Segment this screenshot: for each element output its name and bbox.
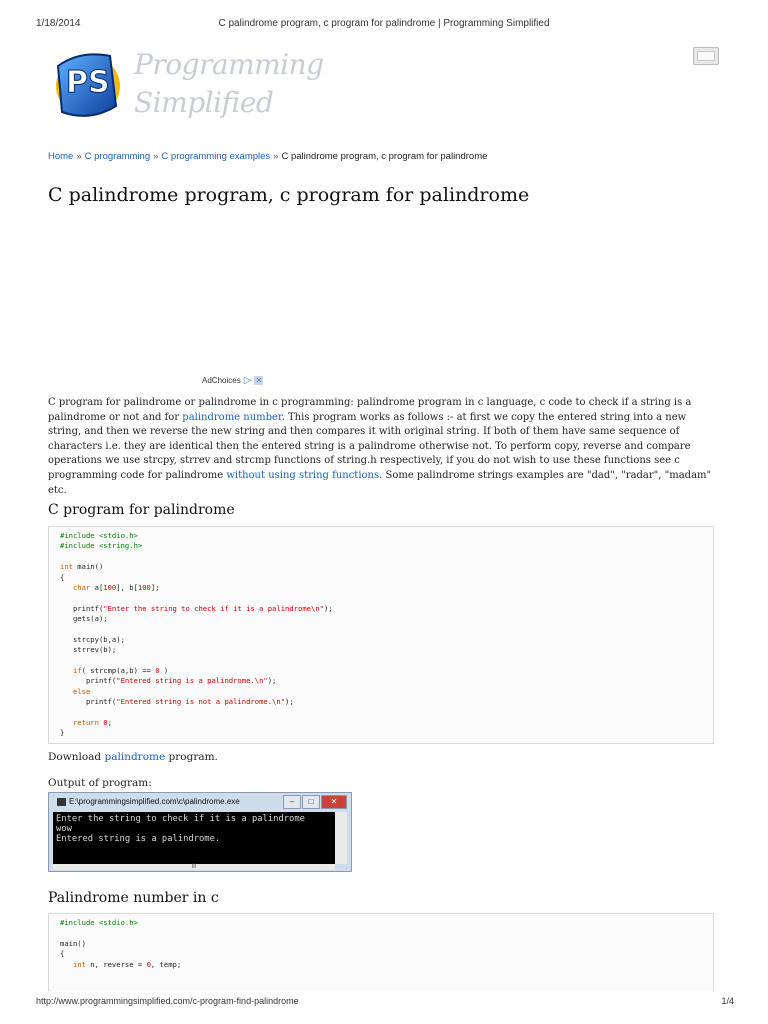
intro-text-2: . This program works as follows :- at first we copy the entered string into a new string, and then we reverse the new string and then compares it with original string. If both of them have same sequence of characters i.e. they are identical then the entered string is a palindrome otherwise not. To perform copy, reverse and compare operations we use strcpy, strrev and strcmp functions of string.h respectively, if you do not wish to use these functions see c programming code for palindrome (48, 411, 691, 481)
footer-page-number: 1/4 (721, 996, 734, 1006)
code-line: { (60, 572, 65, 582)
code-line: char a[100], b[100]; (72, 582, 160, 592)
console-line: wow (56, 824, 72, 834)
ad-choices[interactable] (202, 375, 263, 386)
breadcrumb-separator: » (273, 151, 279, 162)
logo-text (134, 46, 324, 122)
ad-choices-icon: ▷ (243, 375, 252, 386)
breadcrumb-separator: » (153, 151, 159, 162)
download-text-end: program. (165, 751, 218, 763)
code-line: printf("Entered string is a palindrome.\n"); (85, 676, 277, 686)
console-output (53, 812, 335, 864)
output-label: Output of program: (48, 777, 152, 789)
console-line: Entered string is a palindrome. (56, 834, 221, 844)
code-line: else (72, 686, 91, 696)
intro-paragraph (48, 396, 720, 498)
menu-icon (697, 51, 715, 61)
console-app-icon (57, 798, 66, 806)
page-title: C palindrome program, c program for palindrome (48, 184, 530, 206)
code-block-palindrome-number (48, 913, 714, 991)
code-line: if( strcmp(a,b) == 0 ) (72, 666, 169, 676)
code-line: gets(a); (72, 614, 108, 624)
console-title: E:\programmingsimplified.com\c\palindrome.exe (69, 797, 240, 806)
menu-toggle-button[interactable] (693, 47, 719, 65)
site-logo[interactable] (50, 46, 324, 122)
ps-logo-icon (50, 46, 126, 122)
code-line: #include <string.h> (60, 541, 143, 551)
code-line: #include <stdio.h> (60, 918, 138, 927)
without-string-functions-link[interactable]: without using string functions (226, 469, 380, 481)
minimize-icon: – (283, 795, 301, 809)
console-vertical-scrollbar (335, 812, 347, 864)
ad-close-icon[interactable]: ✕ (255, 376, 263, 385)
section-title-palindrome-program: C program for palindrome (48, 502, 235, 518)
breadcrumb-separator: » (76, 151, 82, 162)
download-palindrome-link[interactable]: palindrome (104, 751, 166, 763)
breadcrumb-c-programming[interactable]: C programming (84, 151, 151, 162)
print-date: 1/18/2014 (36, 18, 81, 29)
breadcrumb-current: C palindrome program, c program for palindrome (281, 151, 488, 162)
code-line: main() (60, 938, 86, 948)
breadcrumb (48, 151, 487, 162)
code-line: printf("Enter the string to check if it is a palindrome\n"); (72, 603, 333, 613)
console-horizontal-scrollbar: III (53, 864, 335, 870)
code-line: #include <stdio.h> (60, 531, 138, 540)
maximize-icon: □ (302, 795, 320, 809)
logo-line-2: Simplified (134, 86, 274, 119)
svg-text:PS: PS (66, 65, 110, 100)
console-window-screenshot (48, 792, 352, 872)
print-title: C palindrome program, c program for palindrome | Programming Simplified (218, 18, 550, 29)
console-window-controls (283, 795, 347, 809)
breadcrumb-c-programming-examples[interactable]: C programming examples (161, 151, 271, 162)
breadcrumb-home[interactable]: Home (48, 151, 74, 162)
console-line: Enter the string to check if it is a palindrome (56, 814, 305, 824)
intro-text-3: . Some palindrome strings examples are "dad", "radar", "madam" etc. (48, 469, 712, 496)
code-line: } (60, 728, 65, 738)
close-icon: ✕ (321, 795, 347, 809)
code-line: printf("Entered string is not a palindrome.\n"); (85, 697, 294, 707)
code-line: strcpy(b,a); (72, 634, 125, 644)
ad-choices-label: AdChoices (202, 376, 241, 385)
download-line (48, 751, 218, 763)
code-block-palindrome (48, 526, 714, 744)
section-title-palindrome-number: Palindrome number in c (48, 890, 219, 906)
code-line: int main() (60, 562, 104, 572)
logo-line-1: Programming (134, 48, 324, 81)
palindrome-number-link[interactable]: palindrome number (182, 411, 282, 423)
code-line: int n, reverse = 0, temp; (72, 959, 182, 969)
code-line: return 0; (72, 718, 112, 728)
code-line: { (60, 949, 65, 959)
download-text: Download (48, 751, 105, 763)
code-line: strrev(b); (72, 645, 117, 655)
intro-text-1: C program for palindrome or palindrome in c programming: palindrome program in c language, c code to check if a string is a palindrome or not and for (48, 397, 692, 423)
footer-url: http://www.programmingsimplified.com/c-program-find-palindrome (36, 996, 299, 1006)
